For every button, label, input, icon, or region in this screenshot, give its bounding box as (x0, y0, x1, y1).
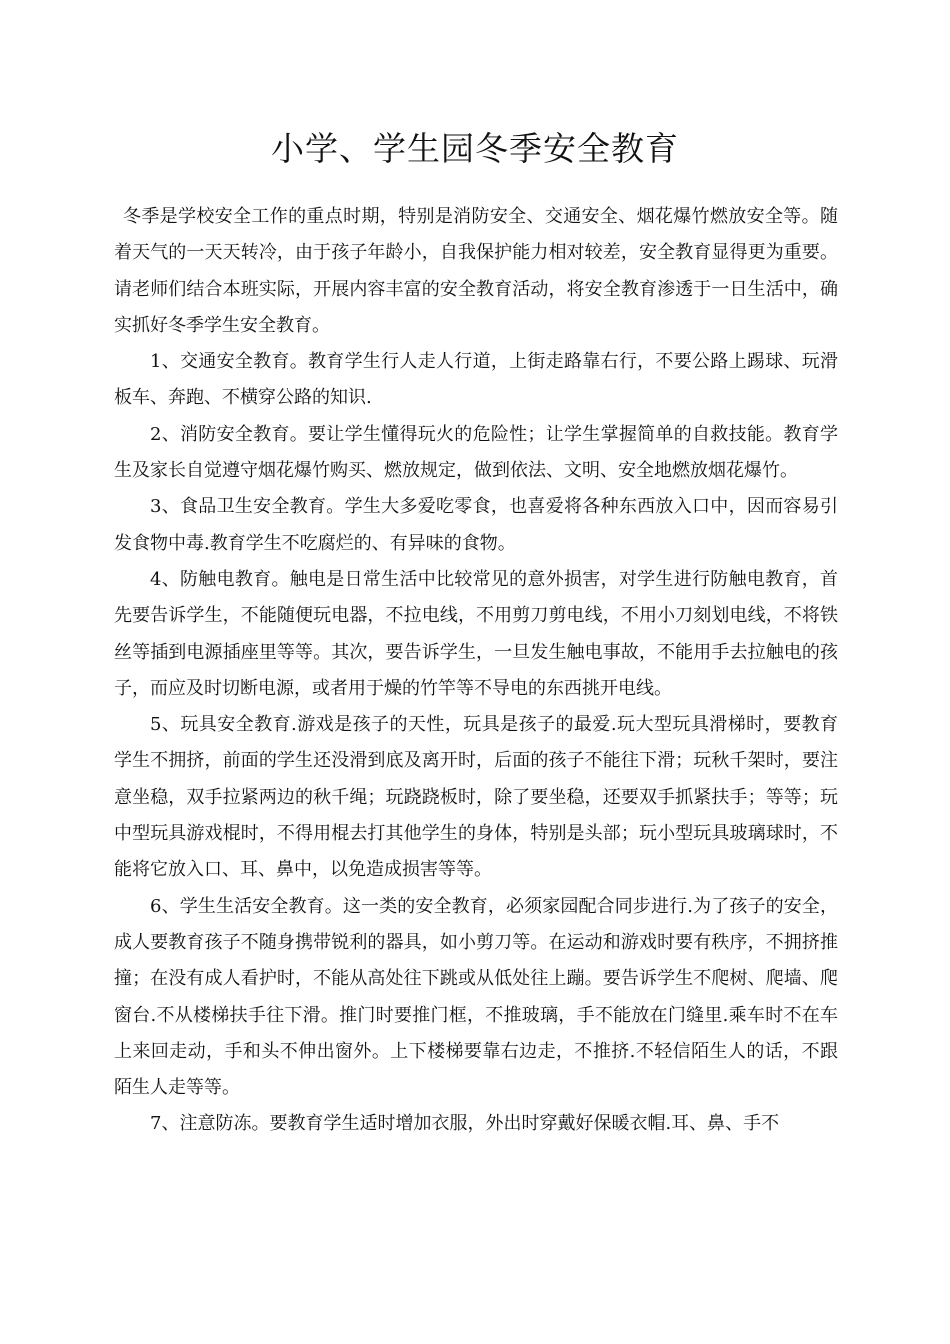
document-title: 小学、学生园冬季安全教育 (271, 129, 679, 168)
paragraph-electric-safety: 4、防触电教育。触电是日常生活中比较常见的意外损害，对学生进行防触电教育，首先要告诉学生，不能随便玩电器，不拉电线，不用剪刀剪电线，不用小刀刻划电线，不将铁丝等插到电源插座里等等。其次，要告诉学生，一旦发生触电事故，不能用手去拉触电的孩子，而应及时切断电源，或者用于燥的竹竿等不导电的东西挑开电线。 (114, 568, 838, 699)
document-body (114, 199, 838, 1143)
paragraph-toy-safety: 5、玩具安全教育.游戏是孩子的天性，玩具是孩子的最爱.玩大型玩具滑梯时，要教育学生不拥挤，前面的学生还没滑到底及离开时，后面的孩子不能往下滑；玩秋千架时，要注意坐稳，双手拉紧两边的秋千绳；玩跷跷板时，除了要坐稳，还要双手抓紧扶手；等等；玩中型玩具游戏棍时，不得用棍去打其他学生的身体，特别是头部；玩小型玩具玻璃球时，不能将它放入口、耳、鼻中，以免造成损害等等。 (114, 714, 838, 881)
paragraph-intro: 冬季是学校安全工作的重点时期，特别是消防安全、交通安全、烟花爆竹燃放安全等。随着天气的一天天转冷，由于孩子年龄小，自我保护能力相对较差，安全教育显得更为重要。请老师们结合本班实际，开展内容丰富的安全教育活动，将安全教育渗透于一日生活中，确实抓好冬季学生安全教育。 (114, 206, 838, 336)
paragraph-frostbite-prevention: 7、注意防冻。要教育学生适时增加衣服，外出时穿戴好保暖衣帽.耳、鼻、手不 (150, 1113, 780, 1135)
paragraph-fire-safety: 2、消防安全教育。要让学生懂得玩火的危险性；让学生掌握简单的自救技能。教育学生及家长自觉遵守烟花爆竹购买、燃放规定，做到依法、文明、安全地燃放烟花爆竹。 (114, 423, 838, 482)
paragraph-food-safety: 3、食品卫生安全教育。学生大多爱吃零食，也喜爱将各种东西放入口中，因而容易引发食物中毒.教育学生不吃腐烂的、有异味的食物。 (114, 496, 838, 554)
paragraph-traffic-safety: 1、交通安全教育。教育学生行人走人行道，上街走路靠右行，不要公路上踢球、玩滑板车、奔跑、不横穿公路的知识. (114, 351, 838, 409)
paragraph-daily-life-safety: 6、学生生活安全教育。这一类的安全教育，必须家园配合同步进行.为了孩子的安全，成人要教育孩子不随身携带锐利的器具，如小剪刀等。在运动和游戏时要有秩序，不拥挤推撞；在没有成人看护时，不能从高处往下跳或从低处往上蹦。要告诉学生不爬树、爬墙、爬窗台.不从楼梯扶手往下滑。推门时要推门框，不推玻璃，手不能放在门缝里.乘车时不在车上来回走动，手和头不伸出窗外。上下楼梯要靠右边走，不推挤.不轻信陌生人的话，不跟陌生人走等等。 (114, 895, 838, 1099)
